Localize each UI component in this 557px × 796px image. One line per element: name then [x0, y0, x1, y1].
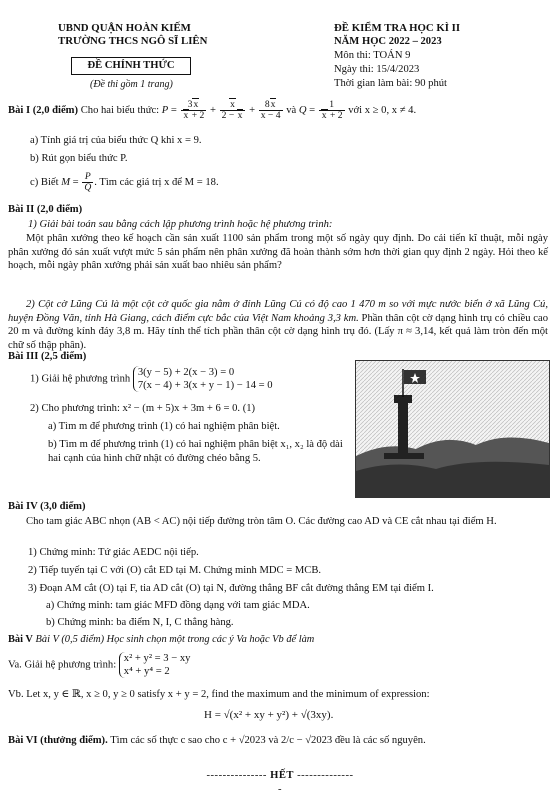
bai4-q2: 2) Tiếp tuyến tại C với (O) cắt ED tại M. Chứng minh MDC = MCB.: [28, 565, 322, 576]
bai2-heading: Bài II (2,0 điểm): [8, 204, 83, 215]
equation-system: x² + y² = 3 − xy x⁴ + y⁴ = 2: [119, 652, 191, 678]
org-line2: TRƯỜNG THCS NGÔ SĨ LIÊN: [58, 35, 208, 47]
bai5-heading: Bài V Bài V (0,5 điểm) Học sinh chọn một trong các ý Va hoặc Vb để làm: [8, 634, 315, 645]
bai3-q2b: b) Tìm m để phương trình (1) có hai nghiệm phân biệt x₁, x₂ là độ dài hai cạnh của hình chữ nhật có đường chéo bằng 5.: [48, 439, 343, 464]
bai1-a: a) Tính giá trị của biểu thức Q khi x = 9.: [30, 135, 202, 146]
bai3-q2a: a) Tìm m để phương trình (1) có hai nghiệm phân biệt.: [48, 421, 280, 432]
flag-tower-image: [355, 360, 550, 498]
bai3-q1: 1) Giải hệ phương trình 3(y − 5) + 2(x − 3) = 0 7(x − 4) + 3(x + y − 1) − 14 = 0: [30, 367, 273, 392]
org-line1: UBND QUẬN HOÀN KIẾM: [58, 22, 191, 34]
bai1-heading: Bài I (2,0 điểm): [8, 105, 79, 116]
exam-title: ĐỀ KIỂM TRA HỌC KÌ II: [334, 22, 461, 34]
duration: Thời gian làm bài: 90 phút: [334, 78, 447, 89]
bai6: Bài VI (thưởng điểm). Tìm các số thực c sao cho c + √2023 và 2/c − √2023 đều là các số nguyên.: [8, 735, 426, 746]
bai4-heading: Bài IV (3,0 điểm): [8, 501, 86, 512]
bai5-vb: Vb. Let x, y ∈ ℝ, x ≥ 0, y ≥ 0 satisfy x + y = 2, find the maximum and the minimum of expression:: [8, 689, 430, 700]
bai3-q2: 2) Cho phương trình: x² − (m + 5)x + 3m + 6 = 0. (1): [30, 403, 256, 414]
end-marker: --------------- HẾT ---------------: [206, 770, 354, 795]
bai4-q1: 1) Chứng minh: Tứ giác AEDC nội tiếp.: [28, 547, 199, 558]
bai5-vb-expr: H = √(x² + xy + y²) + √(3xy).: [204, 709, 334, 721]
bai4-q3: 3) Đoạn AM cắt (O) tại F, tia AD cắt (O) tại N, đường thẳng BF cắt đường thẳng EM tại điểm I.: [28, 583, 434, 594]
bai1-c: c) Biết M = $\frac{P}{Q}$ . Tìm các giá trị x để M = 18.: [30, 171, 219, 194]
subject: Môn thi: TOÁN 9: [334, 50, 411, 61]
fraction: $\frac{8x}{x - 4}$: [260, 99, 281, 122]
fraction: $\frac{1}{x + 2}$: [319, 100, 345, 121]
bai4-q3a: a) Chứng minh: tam giác MFD đồng dạng với tam giác MDA.: [46, 600, 310, 611]
bai1-tail: với x ≥ 0, x ≠ 4.: [348, 105, 417, 116]
fraction: $\frac{P}{Q}$: [84, 171, 92, 194]
school-year: NĂM HỌC 2022 – 2023: [334, 36, 442, 47]
exam-date: Ngày thi: 15/4/2023: [334, 64, 420, 75]
bai1-intro: Cho hai biểu thức:: [80, 105, 160, 116]
fraction: $\frac{3x}{x + 2}$: [181, 100, 207, 121]
equation-system: 3(y − 5) + 2(x − 3) = 0 7(x − 4) + 3(x + y − 1) − 14 = 0: [133, 366, 273, 392]
bai1-statement: Bài I (2,0 điểm) Cho hai biểu thức: P = $\frac{3x}{x + 2}$ + $\frac{x}{2 - x}$ + $\frac{8x}{x - 4}$ và Q = $\frac{1}{x + 2}$ với x ≥ 0, x ≠ 4.: [8, 99, 417, 122]
page-note: (Đề thi gồm 1 trang): [90, 79, 173, 90]
official-label: ĐỀ CHÍNH THỨC: [71, 57, 191, 75]
fraction: $\frac{x}{2 - x}$: [220, 100, 246, 121]
bai5-va: Va. Giải hệ phương trình: x² + y² = 3 − xy x⁴ + y⁴ = 2: [8, 653, 191, 678]
bai2-p1-title: 1) Giải bài toán sau bằng cách lập phương trình hoặc hệ phương trình:: [28, 219, 333, 230]
bai2-p1-text: Một phân xưởng theo kế hoạch cần sản xuất 1100 sản phẩm trong một số ngày quy định. Do cải tiến kĩ thuật, mỗi ngày phân xưởng đó sản xuất vượt mức 5 sản phẩm nên phân xưởng đã hoàn thành sớm hơn thời gian quy định 2 ngày. Hỏi theo kế hoạch, mỗi ngày phân xưởng phải sản xuất bao nhiêu sản phẩm?: [8, 233, 548, 272]
bai1-b: b) Rút gọn biểu thức P.: [30, 153, 128, 164]
bai3-heading: Bài III (2,5 điểm): [8, 351, 87, 362]
bai4-q3b: b) Chứng minh: ba điểm N, I, C thẳng hàng.: [46, 617, 234, 628]
bai2-p2: 2) Cột cờ Lũng Cú là một cột cờ quốc gia nằm ở đỉnh Lũng Cú có độ cao 1 470 m so với mực nước biển ở xã Lũng Cú, huyện Đồng Văn, tỉnh Hà Giang, cách điểm cực bắc của Việt Nam khoảng 3,3 km. Phần thân cột cờ dạng hình trụ có chiều cao 20 m và đường kính đáy 3,8 m. Hãy tính thể tích phần thân cột cờ dạng hình trụ đó. (Lấy π ≈ 3,14, kết quả làm tròn đến một chữ số thập phân).: [8, 299, 548, 351]
bai4-intro: Cho tam giác ABC nhọn (AB < AC) nội tiếp đường tròn tâm O. Các đường cao AD và CE cắt nhau tại điểm H.: [26, 516, 497, 527]
